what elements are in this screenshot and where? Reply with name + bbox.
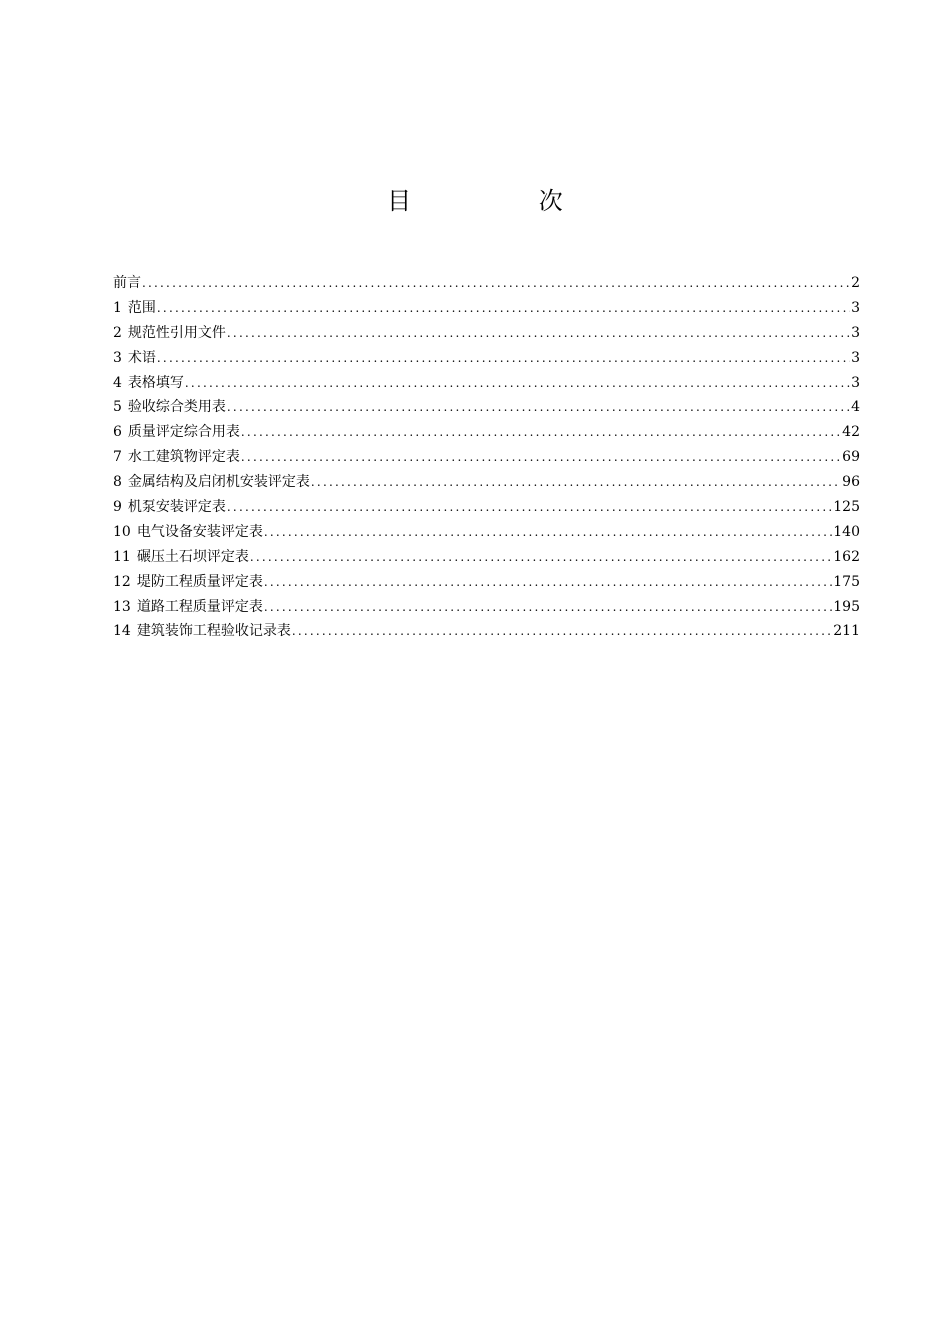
toc-label: 前言 — [113, 275, 141, 291]
toc-label: 建筑装饰工程验收记录表 — [136, 623, 291, 640]
page-title: 目 次 — [387, 187, 623, 215]
toc-label: 堤防工程质量评定表 — [136, 573, 263, 590]
toc-entry-5[interactable] — [113, 395, 860, 420]
toc-label: 碾压土石坝评定表 — [136, 548, 249, 565]
toc-leader-dots — [185, 371, 850, 396]
toc-leader-dots — [142, 271, 850, 296]
toc-number: 12 — [113, 573, 131, 590]
toc-entry-12[interactable] — [113, 570, 860, 595]
toc-entry-10[interactable] — [113, 520, 860, 545]
toc-entry-13[interactable] — [113, 595, 860, 620]
toc-leader-dots — [227, 495, 832, 520]
toc-number: 1 — [113, 299, 122, 316]
toc-label: 规范性引用文件 — [127, 324, 226, 341]
toc-page-number: 125 — [833, 499, 860, 516]
toc-page-number: 3 — [851, 324, 860, 341]
toc-entry-1[interactable] — [113, 296, 860, 321]
toc-number: 10 — [113, 523, 131, 540]
toc-label: 表格填写 — [127, 374, 184, 391]
toc-label: 金属结构及启闭机安装评定表 — [127, 474, 310, 491]
toc-leader-dots — [264, 570, 832, 595]
toc-entry-2[interactable] — [113, 321, 860, 346]
toc-label: 质量评定综合用表 — [127, 424, 240, 441]
toc-entry-8[interactable] — [113, 470, 860, 495]
toc-entry-4[interactable] — [113, 371, 860, 396]
toc-number: 8 — [113, 474, 122, 491]
toc-label: 道路工程质量评定表 — [136, 598, 263, 615]
toc-label: 验收综合类用表 — [127, 399, 226, 416]
toc-number: 5 — [113, 399, 122, 416]
toc-label: 机泵安装评定表 — [127, 499, 226, 516]
toc-page-number: 96 — [842, 474, 860, 491]
toc-number: 4 — [113, 374, 122, 391]
toc-page-number: 42 — [842, 424, 860, 441]
toc-leader-dots — [157, 346, 850, 371]
toc-leader-dots — [227, 395, 850, 420]
toc-label: 术语 — [127, 349, 156, 366]
toc-number: 14 — [113, 623, 131, 640]
toc-leader-dots — [292, 619, 832, 644]
toc-leader-dots — [311, 470, 841, 495]
toc-number: 13 — [113, 598, 131, 615]
toc-page-number: 195 — [833, 598, 860, 615]
toc-leader-dots — [227, 321, 850, 346]
toc-page-number: 3 — [851, 299, 860, 316]
toc-page-number: 2 — [851, 275, 860, 291]
toc-page-number: 140 — [833, 523, 860, 540]
toc-entry-7[interactable] — [113, 445, 860, 470]
toc-page-number: 3 — [851, 349, 860, 366]
toc-entry-6[interactable] — [113, 420, 860, 445]
toc-entry-3[interactable] — [113, 346, 860, 371]
toc-entry-9[interactable] — [113, 495, 860, 520]
toc-entry-preface[interactable] — [113, 271, 860, 296]
toc-entry-14[interactable] — [113, 619, 860, 644]
toc-number: 7 — [113, 449, 122, 466]
toc-number: 6 — [113, 424, 122, 441]
toc-page-number: 4 — [851, 399, 860, 416]
toc-leader-dots — [250, 545, 832, 570]
toc-leader-dots — [264, 520, 832, 545]
toc-leader-dots — [157, 296, 850, 321]
toc-leader-dots — [264, 595, 832, 620]
toc-page-number: 162 — [833, 548, 860, 565]
toc-page-number: 175 — [833, 573, 860, 590]
toc-label: 范围 — [127, 299, 156, 316]
toc-label: 电气设备安装评定表 — [136, 523, 263, 540]
toc-number: 3 — [113, 349, 122, 366]
toc-entry-11[interactable] — [113, 545, 860, 570]
toc-label: 水工建筑物评定表 — [127, 449, 240, 466]
toc-page-number: 211 — [833, 623, 860, 640]
toc-number: 9 — [113, 499, 122, 516]
table-of-contents — [113, 271, 860, 644]
toc-page-number: 69 — [842, 449, 860, 466]
toc-page-number: 3 — [851, 374, 860, 391]
toc-number: 2 — [113, 324, 122, 341]
toc-number: 11 — [113, 548, 131, 565]
toc-leader-dots — [241, 445, 841, 470]
toc-leader-dots — [241, 420, 841, 445]
